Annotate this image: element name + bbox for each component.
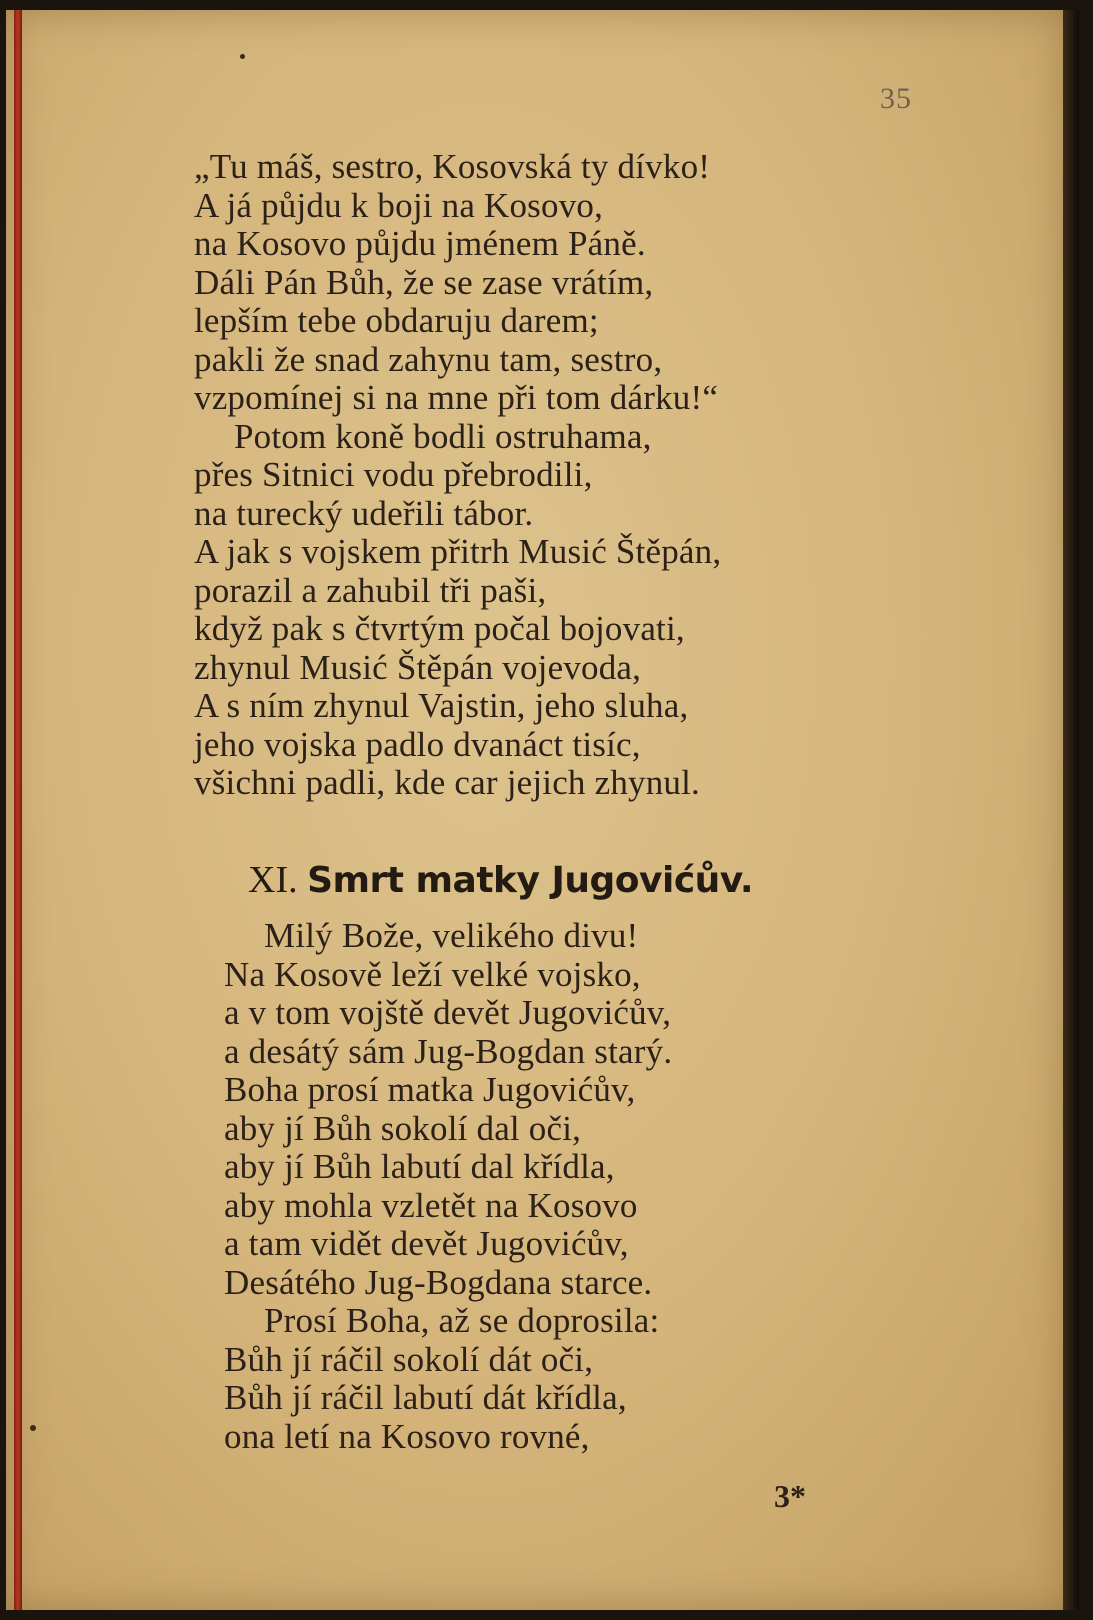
verse-line: a v tom vojště devět Jugovićův, [224,993,672,1032]
verse-line: Prosí Boha, až se doprosila: [264,1301,660,1340]
verse-line: Bůh jí ráčil sokolí dát oči, [224,1339,594,1379]
verse-line: na Kosovo půjdu jménem Páně. [194,224,646,263]
verse-line: a tam vidět devět Jugovićův, [224,1224,629,1263]
signature-mark: 3* [774,1478,806,1514]
verse-line: A jak s vojskem přitrh Musić Štěpán, [194,532,722,571]
verse-line: aby jí Bůh sokolí dal oči, [224,1108,582,1148]
verse-line: Na Kosově leží velké vojsko, [224,954,641,994]
verse-line: jeho vojska padlo dvanáct tisíc, [194,724,641,764]
verse-line: Potom koně bodli ostruhama, [234,416,652,456]
section-title: Smrt matky Jugovićův. [307,860,754,901]
verse-line: Bůh jí ráčil labutí dát křídla, [224,1378,627,1417]
section-numeral: XI. [248,859,298,901]
binding-edge [14,10,22,1610]
verse-line: Desátého Jug-Bogdana starce. [224,1262,653,1302]
verse-line: A já půjdu k boji na Kosovo, [194,185,604,225]
verse-line: a desátý sám Jug-Bogdan starý. [224,1031,673,1071]
verse-line: Boha prosí matka Jugovićův, [224,1070,636,1109]
verse-line: pakli že snad zahynu tam, sestro, [194,339,663,379]
ink-speck [30,1425,36,1431]
verse-line: na turecký udeřili tábor. [194,493,534,533]
page-number: 35 [880,82,912,115]
verse-line: zhynul Musić Štěpán vojevoda, [194,647,642,687]
verse-line: aby jí Bůh labutí dal křídla, [224,1147,615,1186]
verse-line: Milý Bože, velikého divu! [264,916,639,955]
verse-line: „Tu máš, sestro, Kosovská ty dívko! [194,147,711,186]
page-right-edge [1063,10,1079,1610]
verse-line: všichni padli, kde car jejich zhynul. [194,763,700,802]
verse-line: ona letí na Kosovo rovné, [224,1416,590,1456]
verse-line: lepším tebe obdaruju darem; [194,301,599,340]
verse-line: vzpomínej si na mne při tom dárku!“ [194,378,719,417]
verse-line: když pak s čtvrtým počal bojovati, [194,609,685,648]
verse-line: přes Sitnici vodu přebrodili, [194,455,593,494]
verse-line: aby mohla vzletět na Kosovo [224,1185,638,1225]
poem-stanza-1 [194,148,721,803]
verse-line: porazil a zahubil tři paši, [194,570,547,610]
poem-stanza-2 [224,917,672,1456]
ink-speck [240,54,245,59]
verse-line: A s ním zhynul Vajstin, jeho sluha, [194,686,689,725]
verse-line: Dáli Pán Bůh, že se zase vrátím, [194,262,654,302]
section-heading [248,858,753,902]
